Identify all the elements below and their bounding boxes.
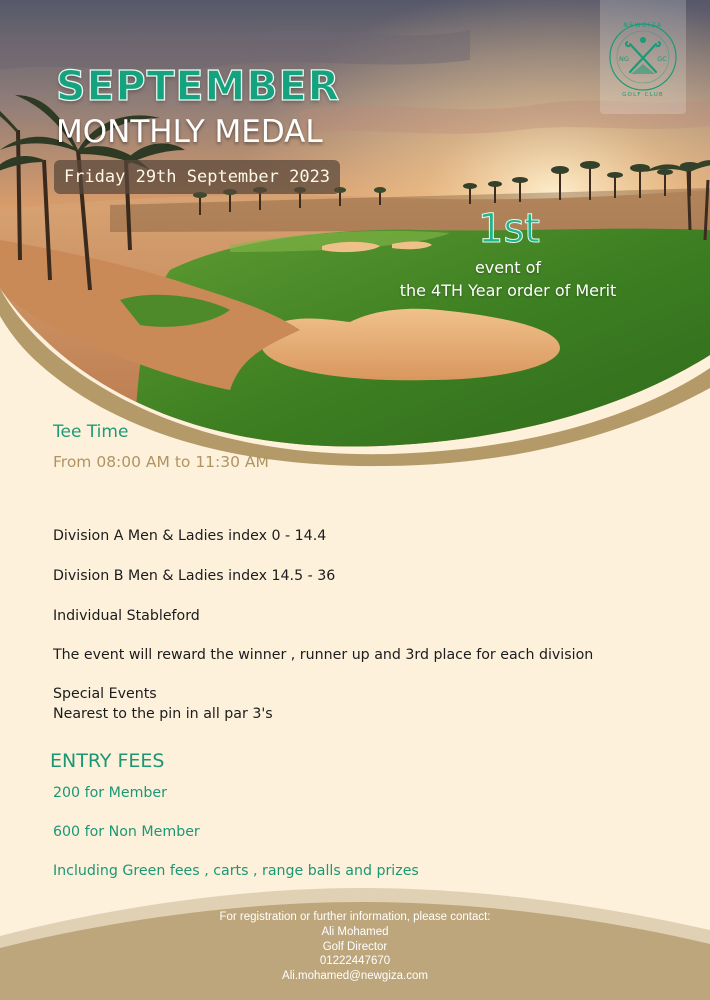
format-text: Individual Stableford (53, 608, 200, 624)
contact-phone: 01222447670 (319, 955, 391, 968)
contact-name: Ali Mohamed (321, 925, 389, 938)
contact-intro: For registration or further information, please contact: (219, 911, 491, 923)
contact-footer (0, 910, 710, 984)
non-member-fee: 600 for Non Member (53, 824, 200, 840)
svg-text:GOLF CLUB: GOLF CLUB (622, 92, 664, 98)
division-a-text: Division A Men & Ladies index 0 - 14.4 (53, 528, 327, 544)
svg-text:NEWGIZA: NEWGIZA (623, 22, 663, 29)
title-event-name: MONTHLY MEDAL (56, 114, 323, 150)
event-caption-line2: the 4TH Year order of Merit (399, 281, 617, 300)
svg-text:GC: GC (657, 55, 667, 63)
svg-text:NG: NG (619, 55, 629, 63)
event-date-badge: Friday 29th September 2023 (54, 160, 340, 194)
rewards-text: The event will reward the winner , runner up and 3rd place for each division (53, 647, 594, 663)
newgiza-golf-club-logo (600, 0, 686, 114)
event-number: 1st (478, 206, 540, 252)
contact-email: Ali.mohamed@newgiza.com (282, 970, 428, 983)
member-fee: 200 for Member (53, 785, 167, 801)
event-caption-line1: event of (474, 258, 542, 277)
fees-inclusions: Including Green fees , carts , range balls and prizes (53, 863, 419, 879)
tee-time-value: From 08:00 AM to 11:30 AM (53, 453, 269, 471)
entry-fees-heading: ENTRY FEES (50, 750, 165, 772)
special-events-heading: Special Events (53, 686, 157, 702)
tee-time-heading: Tee Time (53, 422, 129, 442)
event-series-caption (382, 256, 634, 302)
title-month: SEPTEMBER (56, 62, 341, 110)
special-events-detail: Nearest to the pin in all par 3's (53, 706, 273, 722)
division-b-text: Division B Men & Ladies index 14.5 - 36 (53, 568, 336, 584)
contact-role: Golf Director (322, 940, 388, 953)
